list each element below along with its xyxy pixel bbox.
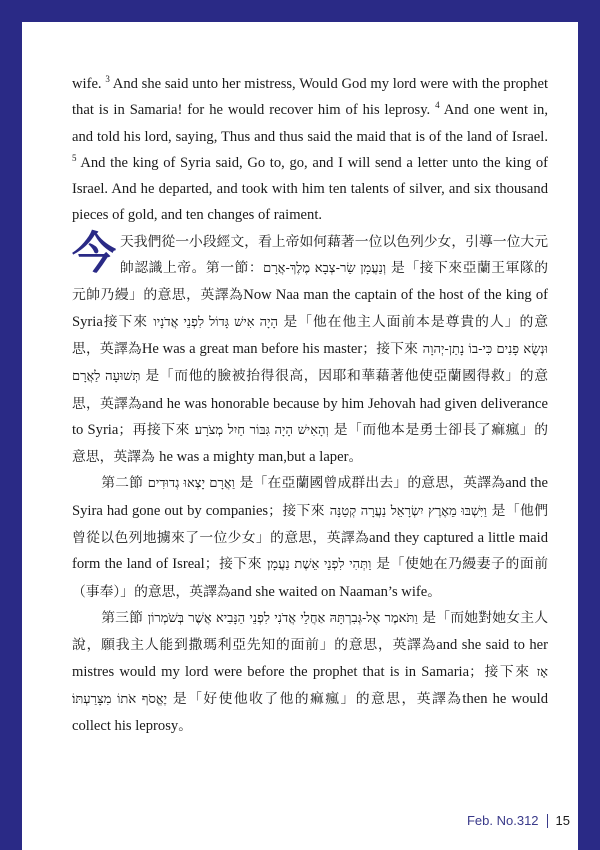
commentary-paragraph-2: 第二節 וַאֲרָם יָצְאוּ גְדוּדִים 是「在亞蘭國曾成群出去」的意思，英譯為and the Syira had gone out by companies；接下來 וַיִּשְׁבּוּ מֵאֶרֶץ יִשְׂרָאֵל נַעֲרָה קְטַנָּה 是「他們曾從以色列地擄來了一位少女」的意思，英譯為and they captured a little maid form the land of Isreal；接下來 וַתְּהִי לִפְנֵי אֵשֶׁת נַעֲמָן׃ 是「使她在乃縵妻子的面前（事奉）」的意思，英譯為and she waited on Naaman’s wife。 [72,475,549,600]
footer-divider [547,814,548,828]
verse-number-5: 5 [72,153,77,164]
verse-number-3: 3 [105,74,110,85]
drop-cap: 今 [72,227,116,279]
hebrew-text: אָז יֶאֱסֹף אֹתוֹ מִצָּרַעְתּוֹ׃ [72,664,548,707]
page-footer [467,813,570,828]
scripture-verse: wife. $^3$ And she said unto her mistress, Would God my lord were with the prophet that is in Samaria! for he would recover him of his leprosy. $^4$ And one went in, and told his lord, saying, Thus and thus said the maid that is of the land of Israel. $^5$ And the king of Syria said, Go to, go, and I will send a letter unto the king of Israel. And he departed, and took with him ten talents of silver, and six thousand pieces of gold, and ten changes of raiment. [72,74,549,224]
hebrew-text: וּנְשֻׂא פָנִים כִּי-בוֹ נָתַן-יְהוָה תְּשׁוּעָה לַאֲרָם [72,341,548,385]
hebrew-text: וַאֲרָם יָצְאוּ גְדוּדִים [147,476,235,492]
commentary-paragraph-3: 第三節 וַתֹּאמֶר אֶל-גְּבִרְתָּהּ אַחֲלֵי אֲדֹנִי לִפְנֵי הַנָּבִיא אֲשֶׁר בְּשֹׁמְרוֹן 是「而她對她女主人說，願我主人能到撒瑪利亞先知的面前」的意思，英譯為and she said to her mistres would my lord were before the prophet that is in Samaria；接下來 אָז יֶאֱסֹף אֹתוֹ מִצָּרַעְתּוֹ׃ 是「好使他收了他的痲瘋」的意思，英譯為then he would collect his leprosy。 [72,609,549,735]
hebrew-text: וְנַעֲמָן שַׂר-צְבָא מֶלֶךְ-אֲרָם [263,261,387,277]
hebrew-text: וַתֹּאמֶר אֶל-גְּבִרְתָּהּ אַחֲלֵי אֲדֹנִי לִפְנֵי הַנָּבִיא אֲשֶׁר בְּשֹׁמְרוֹן [147,610,418,626]
verse-number-4: 4 [435,100,440,111]
hebrew-text: וְהָאִישׁ הָיָה גִּבּוֹר חַיִל מְצֹרָע׃ [194,422,329,438]
article-body [72,71,548,739]
frame-top-border [0,0,600,22]
issue-label: Feb. No.312 [466,813,539,828]
hebrew-text: וַתְּהִי לִפְנֵי אֵשֶׁת נַעֲמָן׃ [267,557,372,573]
frame-right-border [578,0,600,850]
hebrew-text: הָיָה אִישׁ גָּדוֹל לִפְנֵי אֲדֹנָיו [153,314,279,330]
frame-left-border [0,0,22,850]
hebrew-text: וַיִּשְׁבּוּ מֵאֶרֶץ יִשְׂרָאֵל נַעֲרָה קְטַנָּה [329,503,487,519]
page-number: 15 [555,813,570,828]
commentary-paragraph-1: 今天我們從一小段經文，看上帝如何藉著一位以色列少女，引導一位大元帥認識上帝。第一節：וְנַעֲמָן שַׂר-צְבָא מֶלֶךְ-אֲרָם 是「接下來亞蘭王軍隊的元帥乃縵」的意思，英譯為Now Naa man the captain of the host of the king of Syria接下來 הָיָה אִישׁ גָּדוֹל לִפְנֵי אֲדֹנָיו 是「他在他主人面前本是尊貴的人」的意思，英譯為He was a great man before his master；接下來 וּנְשֻׂא פָנִים כִּי-בוֹ נָתַן-יְהוָה תְּשׁוּעָה לַאֲרָם 是「而他的臉被抬得很高，因耶和華藉著他使亞蘭國得救」的意思，英譯為and he was honorable because by him Jehovah had given deliverance to Syria；再接下來 וְהָאִישׁ הָיָה גִּבּוֹר חַיִל מְצֹרָע׃ 是「而他本是勇士卻長了痲瘋」的意思，英譯為 he was a mighty man,but a laper。 [72,227,549,466]
